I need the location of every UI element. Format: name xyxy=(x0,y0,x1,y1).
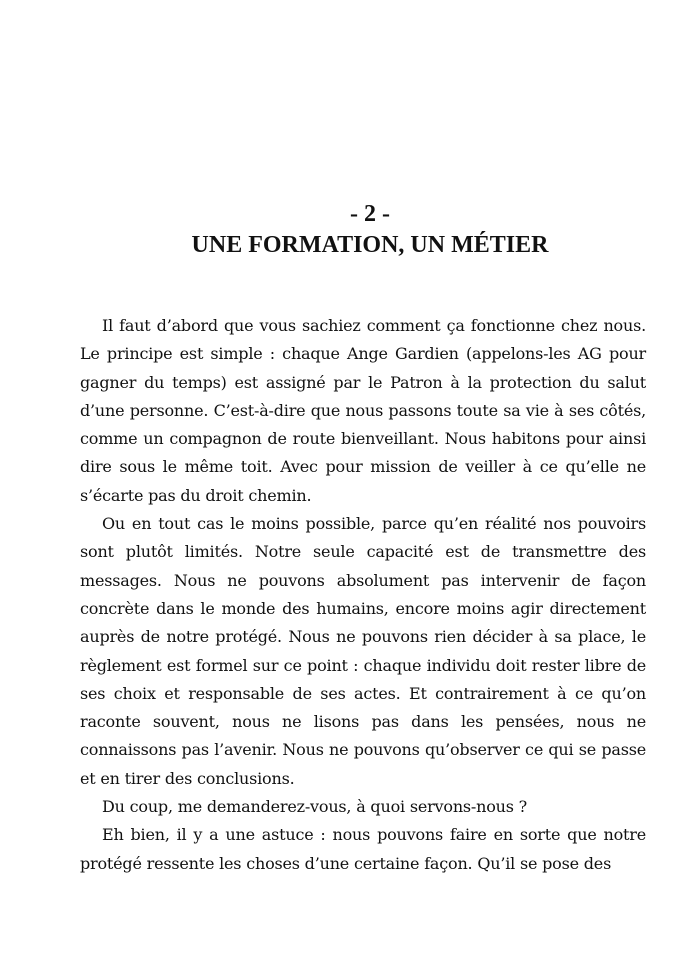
chapter-body xyxy=(80,312,646,878)
chapter-title: UNE FORMATION, UN MÉTIER xyxy=(191,232,549,258)
chapter-number: - 2 - xyxy=(350,201,390,227)
paragraph: Il faut d’abord que vous sachiez comment ça fonctionne chez nous. Le principe est simple : chaque Ange Gardien (appelons-les AG pour gagner du temps) est assigné par le Patron à la protection du salut d’une personne. C’est-à-dire que nous passons toute sa vie à ses côtés, comme un compagnon de route bienveillant. Nous habitons pour ainsi dire sous le même toit. Avec pour mission de veiller à ce qu’elle ne s’écarte pas du droit chemin. xyxy=(80,316,646,505)
paragraph: Eh bien, il y a une astuce : nous pouvons faire en sorte que notre protégé ressente les choses d’une certaine façon. Qu’il se pose des xyxy=(80,825,646,873)
paragraph: Ou en tout cas le moins possible, parce qu’en réalité nos pouvoirs sont plutôt limités. Notre seule capacité est de transmettre des messages. Nous ne pouvons absolument pas intervenir de façon concrète dans le monde des humains, encore moins agir directement auprès de notre protégé. Nous ne pouvons rien décider à sa place, le règlement est formel sur ce point : chaque individu doit rester libre de ses choix et responsable de ses actes. Et contrairement à ce qu’on raconte souvent, nous ne lisons pas dans les pensées, nous ne connaissons pas l’avenir. Nous ne pouvons qu’observer ce qui se passe et en tirer des conclusions. xyxy=(80,514,646,788)
paragraph: Du coup, me demanderez-vous, à quoi servons-nous ? xyxy=(102,797,528,817)
